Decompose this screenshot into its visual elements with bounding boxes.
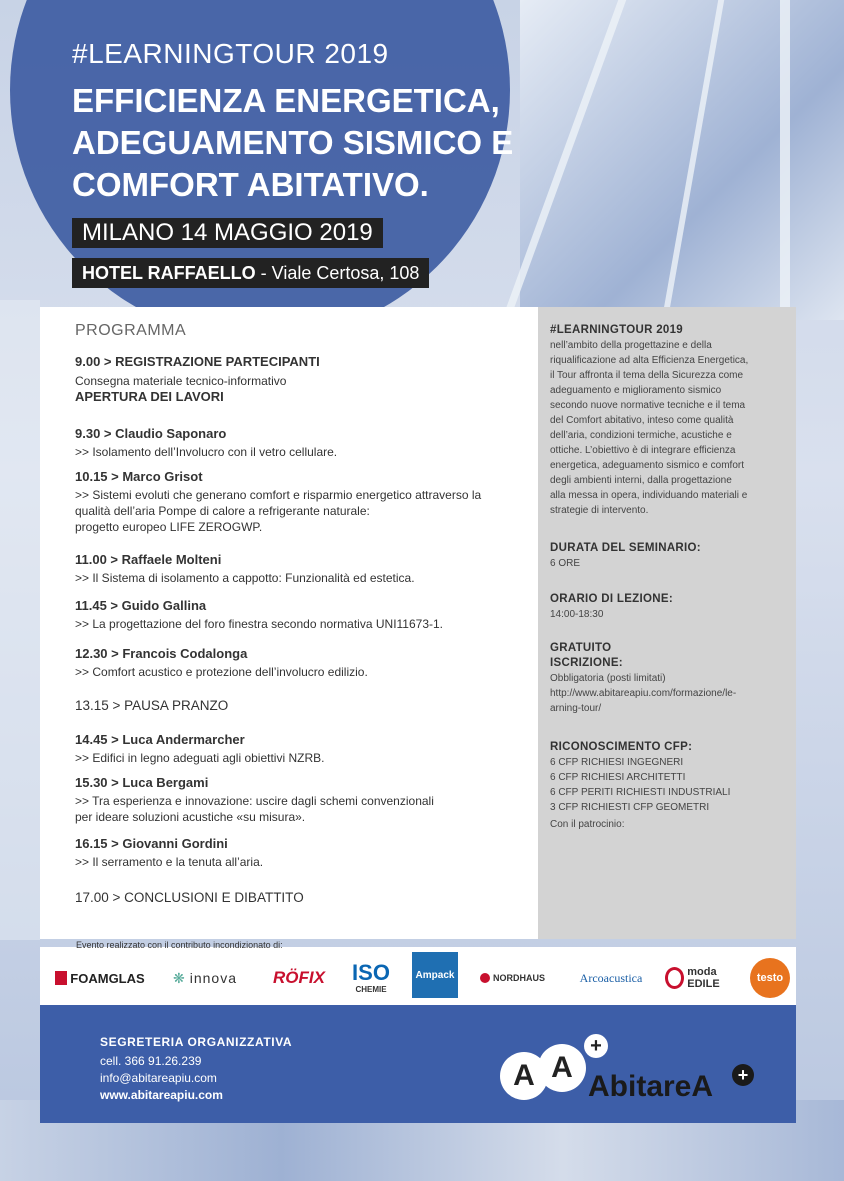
intro-line: alla messa in opera, individuando materiali e (550, 490, 748, 501)
sponsor-note: Evento realizzato con il contributo incondizionato di: (76, 940, 283, 950)
innova-mark: ❋ (173, 969, 186, 986)
program-item (75, 598, 443, 632)
program-item-line: >> Edifici in legno adeguati agli obiettivi NZRB. (75, 751, 325, 765)
brand-text: AbitareA (588, 1070, 714, 1103)
program-item-head: 17.00 > CONCLUSIONI E DIBATTITO (75, 890, 304, 905)
cfp-block (550, 740, 730, 832)
program-item-extra: APERTURA DEI LAVORI (75, 389, 224, 404)
durata-value: 6 ORE (550, 558, 581, 569)
program-item (75, 426, 337, 460)
program-item-line: >> Isolamento dell’Involucro con il vetro cellulare. (75, 445, 338, 459)
durata-block (550, 541, 701, 571)
isochemie-logo (345, 956, 397, 1000)
modaedile-text: moda EDILE (687, 966, 720, 990)
program-item-head: 12.30 > Francois Codalonga (75, 646, 248, 661)
aa-badge: A (538, 1044, 586, 1092)
cfp-line: 6 CFP RICHIESI ARCHITETTI (550, 772, 686, 783)
program-item-line: progetto europeo LIFE ZEROGWP. (75, 520, 263, 534)
event-venue (72, 258, 429, 288)
program-item-line: Consegna materiale tecnico-informativo (75, 374, 287, 388)
abitarea-logo (500, 1035, 760, 1110)
nordhaus-logo (470, 958, 555, 998)
program-item-line: >> La progettazione del foro finestra secondo normativa UNI11673-1. (75, 617, 444, 631)
program-item (75, 775, 434, 825)
program-item-line: >> Comfort acustico e protezione dell’involucro edilizio. (75, 665, 368, 679)
program-item-head: 10.15 > Marco Grisot (75, 469, 203, 484)
innova-text: innova (189, 970, 237, 986)
arcoacustica-logo: Arcoacustica (579, 970, 643, 985)
title-line: EFFICIENZA ENERGETICA, (72, 82, 500, 119)
iscrizione-link[interactable]: http://www.abitareapiu.com/formazione/le- (550, 688, 737, 699)
intro-line: nell’ambito della progettazine e della (550, 340, 712, 351)
brand-name (588, 1070, 713, 1104)
cfp-line: 6 CFP RICHIESI INGEGNERI (550, 757, 684, 768)
program-item-head: 11.45 > Guido Gallina (75, 598, 207, 613)
plus-icon: + (584, 1034, 608, 1058)
nordhaus-text: NORDHAUS (492, 973, 545, 983)
intro-line: il Tour affronta il tema della Sicurezza come (550, 370, 744, 381)
program-item (75, 732, 324, 766)
intro-line: adeguamento e miglioramento sismico (550, 385, 722, 396)
decor-line (780, 0, 790, 320)
program-item-line: per ideare soluzioni acustiche «su misura». (75, 810, 306, 824)
program-item (75, 836, 263, 870)
program-item (75, 646, 368, 680)
intro-line: ottiche. L’obiettivo è di integrare efficienza (550, 445, 736, 456)
orario-block (550, 592, 673, 622)
intro-line: dell’aria, condizioni termiche, acustiche e (550, 430, 732, 441)
program-item-head: 11.00 > Raffaele Molteni (75, 552, 222, 567)
event-tag: #LEARNINGTOUR 2019 (72, 38, 389, 69)
program-item-line: >> Sistemi evoluti che generano comfort e risparmio energetico attraverso la (75, 488, 482, 502)
patrocinio-label: Con il patrocinio: (550, 819, 625, 830)
innova-logo (160, 958, 250, 998)
ampack-logo: Ampack (412, 952, 458, 998)
title-line: COMFORT ABITATIVO. (72, 166, 429, 203)
program-item-line: >> Il serramento e la tenuta all’aria. (75, 855, 264, 869)
program-item-line: >> Il Sistema di isolamento a cappotto: Funzionalità ed estetica. (75, 571, 415, 585)
foamglas-mark (55, 971, 67, 985)
program-item-line: >> Tra esperienza e innovazione: uscire dagli schemi convenzionali (75, 794, 434, 808)
program-title: PROGRAMMA (75, 322, 187, 339)
intro-block (550, 323, 748, 518)
iscrizione-block (550, 641, 736, 716)
intro-line: energetica, adeguamento sismico e comfort (550, 460, 744, 471)
event-title (72, 80, 632, 206)
title-line: ADEGUAMENTO SISMICO E (72, 124, 514, 161)
program-item-head: 9.00 > REGISTRAZIONE PARTECIPANTI (75, 354, 320, 369)
segreteria-title: SEGRETERIA ORGANIZZATIVA (100, 1035, 293, 1049)
modaedile-logo (665, 958, 741, 998)
iscrizione-line: Obbligatoria (posti limitati) (550, 673, 666, 684)
intro-head: #LEARNINGTOUR 2019 (550, 324, 684, 336)
foamglas-text: FOAMGLAS (70, 970, 145, 986)
testo-logo: testo (750, 958, 790, 998)
durata-head: DURATA DEL SEMINARIO: (550, 542, 701, 554)
cfp-head: RICONOSCIMENTO CFP: (550, 741, 693, 753)
iso-text: ISO (352, 960, 390, 985)
program-item (75, 890, 304, 905)
rofix-logo: RÖFIX (273, 968, 325, 987)
intro-line: secondo nuove normative tecniche e il tema (550, 400, 746, 411)
website-link[interactable]: www.abitareapiu.com (100, 1088, 223, 1102)
program-item (75, 469, 481, 535)
iscrizione-link[interactable]: arning-tour/ (550, 703, 602, 714)
orario-head: ORARIO DI LEZIONE: (550, 593, 673, 605)
venue-address: - Viale Certosa, 108 (255, 263, 420, 283)
gratuito-label: GRATUITO (550, 642, 612, 654)
modaedile-mark (665, 967, 684, 989)
iscrizione-head: ISCRIZIONE: (550, 657, 623, 669)
nordhaus-mark (480, 973, 490, 983)
chemie-text: CHEMIE (355, 985, 387, 994)
intro-line: degli ambienti interni, dalla progettazione (550, 475, 732, 486)
program-item-head: 13.15 > PAUSA PRANZO (75, 698, 229, 713)
program-item-head: 16.15 > Giovanni Gordini (75, 836, 228, 851)
program-item (75, 552, 415, 586)
cfp-line: 6 CFP PERITI RICHIESTI INDUSTRIALI (550, 787, 731, 798)
program-item-head: 15.30 > Luca Bergami (75, 775, 209, 790)
venue-name: HOTEL RAFFAELLO (82, 263, 256, 283)
intro-line: del Comfort abitativo, inteso come qualità (550, 415, 734, 426)
aa-badge: A (500, 1052, 548, 1100)
orario-value: 14:00-18:30 (550, 609, 604, 620)
program-item-line: qualità dell’aria Pompe di calore a refrigerante naturale: (75, 504, 370, 518)
decor-line (0, 300, 40, 940)
cfp-line: 3 CFP RICHIESTI CFP GEOMETRI (550, 802, 710, 813)
plus-icon: + (732, 1064, 754, 1086)
foamglas-logo (55, 958, 145, 998)
program-item-head: 14.45 > Luca Andermarcher (75, 732, 245, 747)
event-date: MILANO 14 MAGGIO 2019 (72, 218, 383, 248)
intro-line: strategie di intervento. (550, 505, 649, 516)
intro-line: riqualificazione ad alta Efficienza Energetica, (550, 355, 749, 366)
program-item (75, 354, 320, 404)
email-link[interactable]: info@abitareapiu.com (100, 1071, 217, 1085)
program-item-head: 9.30 > Claudio Saponaro (75, 426, 227, 441)
program-item (75, 698, 228, 713)
phone-text: cell. 366 91.26.239 (100, 1054, 202, 1068)
